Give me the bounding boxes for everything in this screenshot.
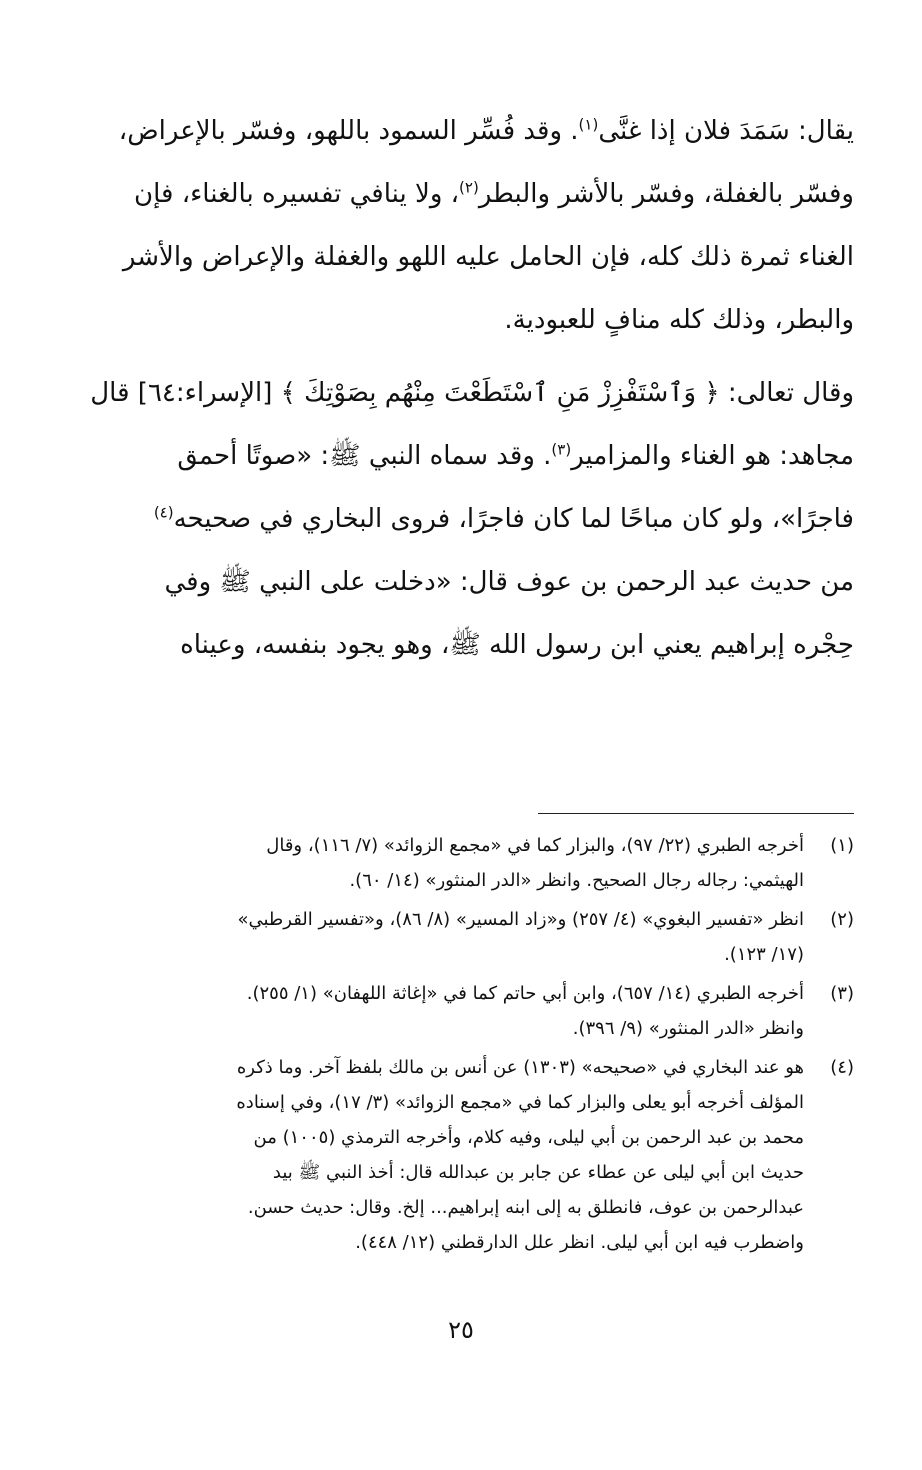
footnote-ref-4[interactable]: (٤) <box>153 503 174 522</box>
text-line: من حديث عبد الرحمن بن عوف قال: «دخلت على النبي ﷺ وفي <box>164 567 854 597</box>
footnote-number: (٣) <box>830 983 854 1004</box>
text-line: وقال تعالى: ﴿ وَٱسْتَفْزِزْ مَنِ ٱسْتَطَعْتَ مِنْهُم بِصَوْتِكَ ﴾ [الإسراء:٦٤] قال <box>90 378 854 408</box>
footnote-line: وانظر «الدر المنثور» (٩/ ٣٩٦). <box>572 1018 804 1039</box>
text-line: فاجرًا»، ولو كان مباحًا لما كان فاجرًا، فروى البخاري في صحيحه$^{(٤)}$ <box>153 503 854 534</box>
footnote-text <box>70 902 804 972</box>
footnote-1 <box>70 828 854 898</box>
footnote-3 <box>70 976 854 1046</box>
paragraph-2 <box>70 362 854 677</box>
footnote-line: الهيثمي: رجاله رجال الصحيح. وانظر «الدر المنثور» (١٤/ ٦٠). <box>349 870 804 891</box>
text-line: حِجْره إبراهيم يعني ابن رسول الله ﷺ، وهو يجود بنفسه، وعيناه <box>180 630 854 660</box>
footnote-text <box>70 1050 804 1260</box>
footnote-number: (١) <box>830 835 854 856</box>
paragraph-1 <box>70 100 854 352</box>
page-number: ٢٥ <box>448 1316 474 1344</box>
text-line: وفسّر بالغفلة، وفسّر بالأشر والبطر$^{(٢)}$، ولا ينافي تفسيره بالغناء، فإن <box>133 178 854 209</box>
text-line: والبطر، وذلك كله منافٍ للعبودية. <box>504 305 854 335</box>
text-line: الغناء ثمرة ذلك كله، فإن الحامل عليه اللهو والغفلة والإعراض والأشر <box>122 242 854 272</box>
text-line: يقال: سَمَدَ فلان إذا غنَّى$^{(١)}$. وقد فُسِّر السمود باللهو، وفسّر بالإعراض، <box>118 115 854 146</box>
footnote-ref-2[interactable]: (٢) <box>459 178 479 197</box>
footnote-text <box>70 828 804 898</box>
footnote-line: حديث ابن أبي ليلى عن عطاء عن جابر بن عبدالله قال: أخذ النبي ﷺ بيد <box>272 1162 804 1183</box>
footnote-4 <box>70 1050 854 1260</box>
footnote-line: انظر «تفسير البغوي» (٤/ ٢٥٧) و«زاد المسير» (٨/ ٨٦)، و«تفسير القرطبي» <box>237 909 804 930</box>
footnote-line: (١٧/ ١٢٣). <box>724 944 804 965</box>
footnote-line: واضطرب فيه ابن أبي ليلى. انظر علل الدارقطني (١٢/ ٤٤٨). <box>355 1232 804 1253</box>
footnote-ref-1[interactable]: (١) <box>578 115 599 134</box>
footnote-2 <box>70 902 854 972</box>
footnote-line: أخرجه الطبري (١٤/ ٦٥٧)، وابن أبي حاتم كما في «إغاثة اللهفان» (١/ ٢٥٥). <box>246 983 804 1004</box>
footnote-number: (٢) <box>830 909 854 930</box>
footnote-line: المؤلف أخرجه أبو يعلى والبزار كما في «مجمع الزوائد» (٣/ ١٧)، وفي إسناده <box>236 1092 804 1113</box>
footnote-line: هو عند البخاري في «صحيحه» (١٣٠٣) عن أنس بن مالك بلفظ آخر. وما ذكره <box>236 1057 804 1078</box>
footnote-text <box>70 976 804 1046</box>
page <box>70 100 854 1253</box>
footnote-line: أخرجه الطبري (٢٢/ ٩٧)، والبزار كما في «مجمع الزوائد» (٧/ ١١٦)، وقال <box>266 835 804 856</box>
main-text <box>70 100 854 677</box>
text-line: مجاهد: هو الغناء والمزامير$^{(٣)}$. وقد سماه النبي ﷺ: «صوتًا أحمق <box>177 440 854 471</box>
footnotes <box>70 828 854 1264</box>
footnote-separator <box>538 813 854 814</box>
footnote-line: محمد بن عبد الرحمن بن أبي ليلى، وفيه كلام، وأخرجه الترمذي (١٠٠٥) من <box>253 1127 804 1148</box>
footnote-number: (٤) <box>830 1057 854 1078</box>
footnote-ref-3[interactable]: (٣) <box>551 440 572 459</box>
footnote-line: عبدالرحمن بن عوف، فانطلق به إلى ابنه إبراهيم... إلخ. وقال: حديث حسن. <box>247 1197 804 1218</box>
